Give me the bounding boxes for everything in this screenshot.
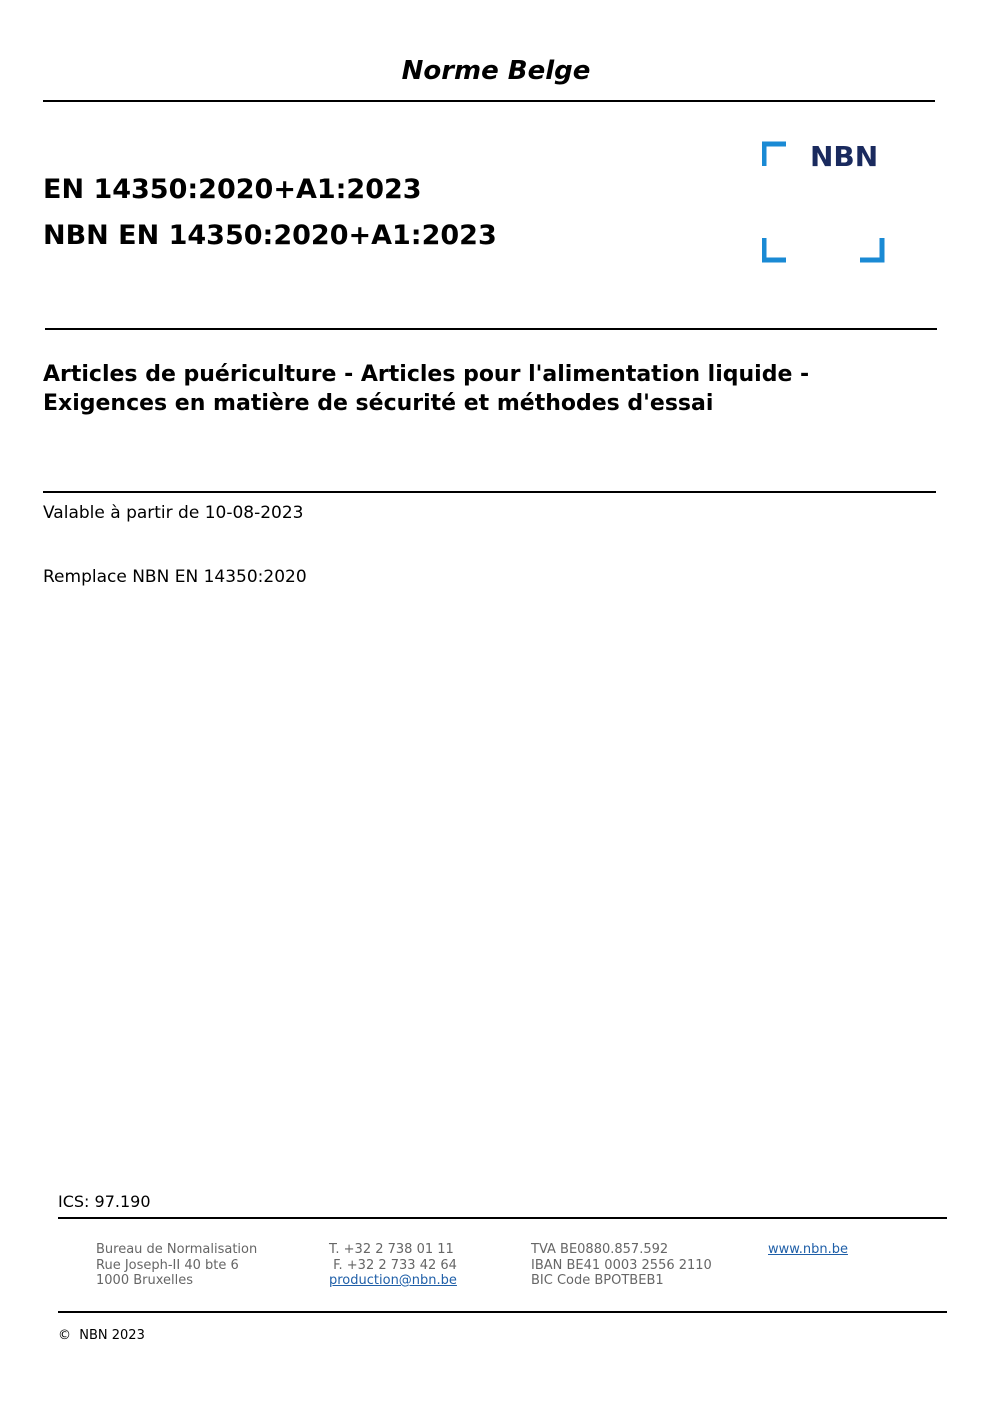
- ics-code: ICS: 97.190: [58, 1192, 151, 1211]
- footer-divider-top: [58, 1217, 947, 1219]
- nbn-logo: [762, 140, 886, 264]
- copyright-notice: © NBN 2023: [58, 1328, 145, 1343]
- logo-bracket-top-left: [764, 144, 786, 166]
- page-header-title: Norme Belge: [401, 56, 591, 86]
- footer-divider-bottom: [58, 1311, 947, 1313]
- contact-web-block: [768, 1242, 848, 1258]
- website-link[interactable]: www.nbn.be: [768, 1242, 848, 1257]
- fax-number: F. +32 2 733 42 64: [329, 1257, 457, 1273]
- address-line-1: Bureau de Normalisation: [96, 1242, 258, 1257]
- en-standard-number: EN 14350:2020+A1:2023: [43, 174, 422, 205]
- email-link[interactable]: production@nbn.be: [329, 1273, 457, 1288]
- contact-phone-block: [329, 1242, 457, 1289]
- replaces-standard: Remplace NBN EN 14350:2020: [43, 567, 307, 587]
- contact-bank-block: [531, 1242, 712, 1289]
- nbn-standard-number: NBN EN 14350:2020+A1:2023: [43, 220, 497, 251]
- logo-bracket-bottom-left: [764, 238, 786, 260]
- address-line-3: 1000 Bruxelles: [96, 1273, 194, 1288]
- logo-text: NBN: [810, 140, 879, 173]
- document-title-line-2: Exigences en matière de sécurité et méthodes d'essai: [43, 391, 714, 416]
- section-divider-2: [43, 491, 936, 493]
- valid-from-date: Valable à partir de 10-08-2023: [43, 503, 304, 523]
- iban-number: IBAN BE41 0003 2556 2110: [531, 1257, 712, 1273]
- address-line-2: Rue Joseph-II 40 bte 6: [96, 1257, 239, 1273]
- vat-number: TVA BE0880.857.592: [531, 1242, 669, 1257]
- logo-bracket-bottom-right: [860, 238, 882, 260]
- phone-number: T. +32 2 738 01 11: [329, 1242, 454, 1257]
- bic-code: BIC Code BPOTBEB1: [531, 1273, 664, 1288]
- document-title-line-1: Articles de puériculture - Articles pour l'alimentation liquide -: [43, 362, 810, 387]
- section-divider-1: [45, 328, 937, 330]
- header-divider: [43, 100, 935, 102]
- contact-address: [96, 1242, 257, 1289]
